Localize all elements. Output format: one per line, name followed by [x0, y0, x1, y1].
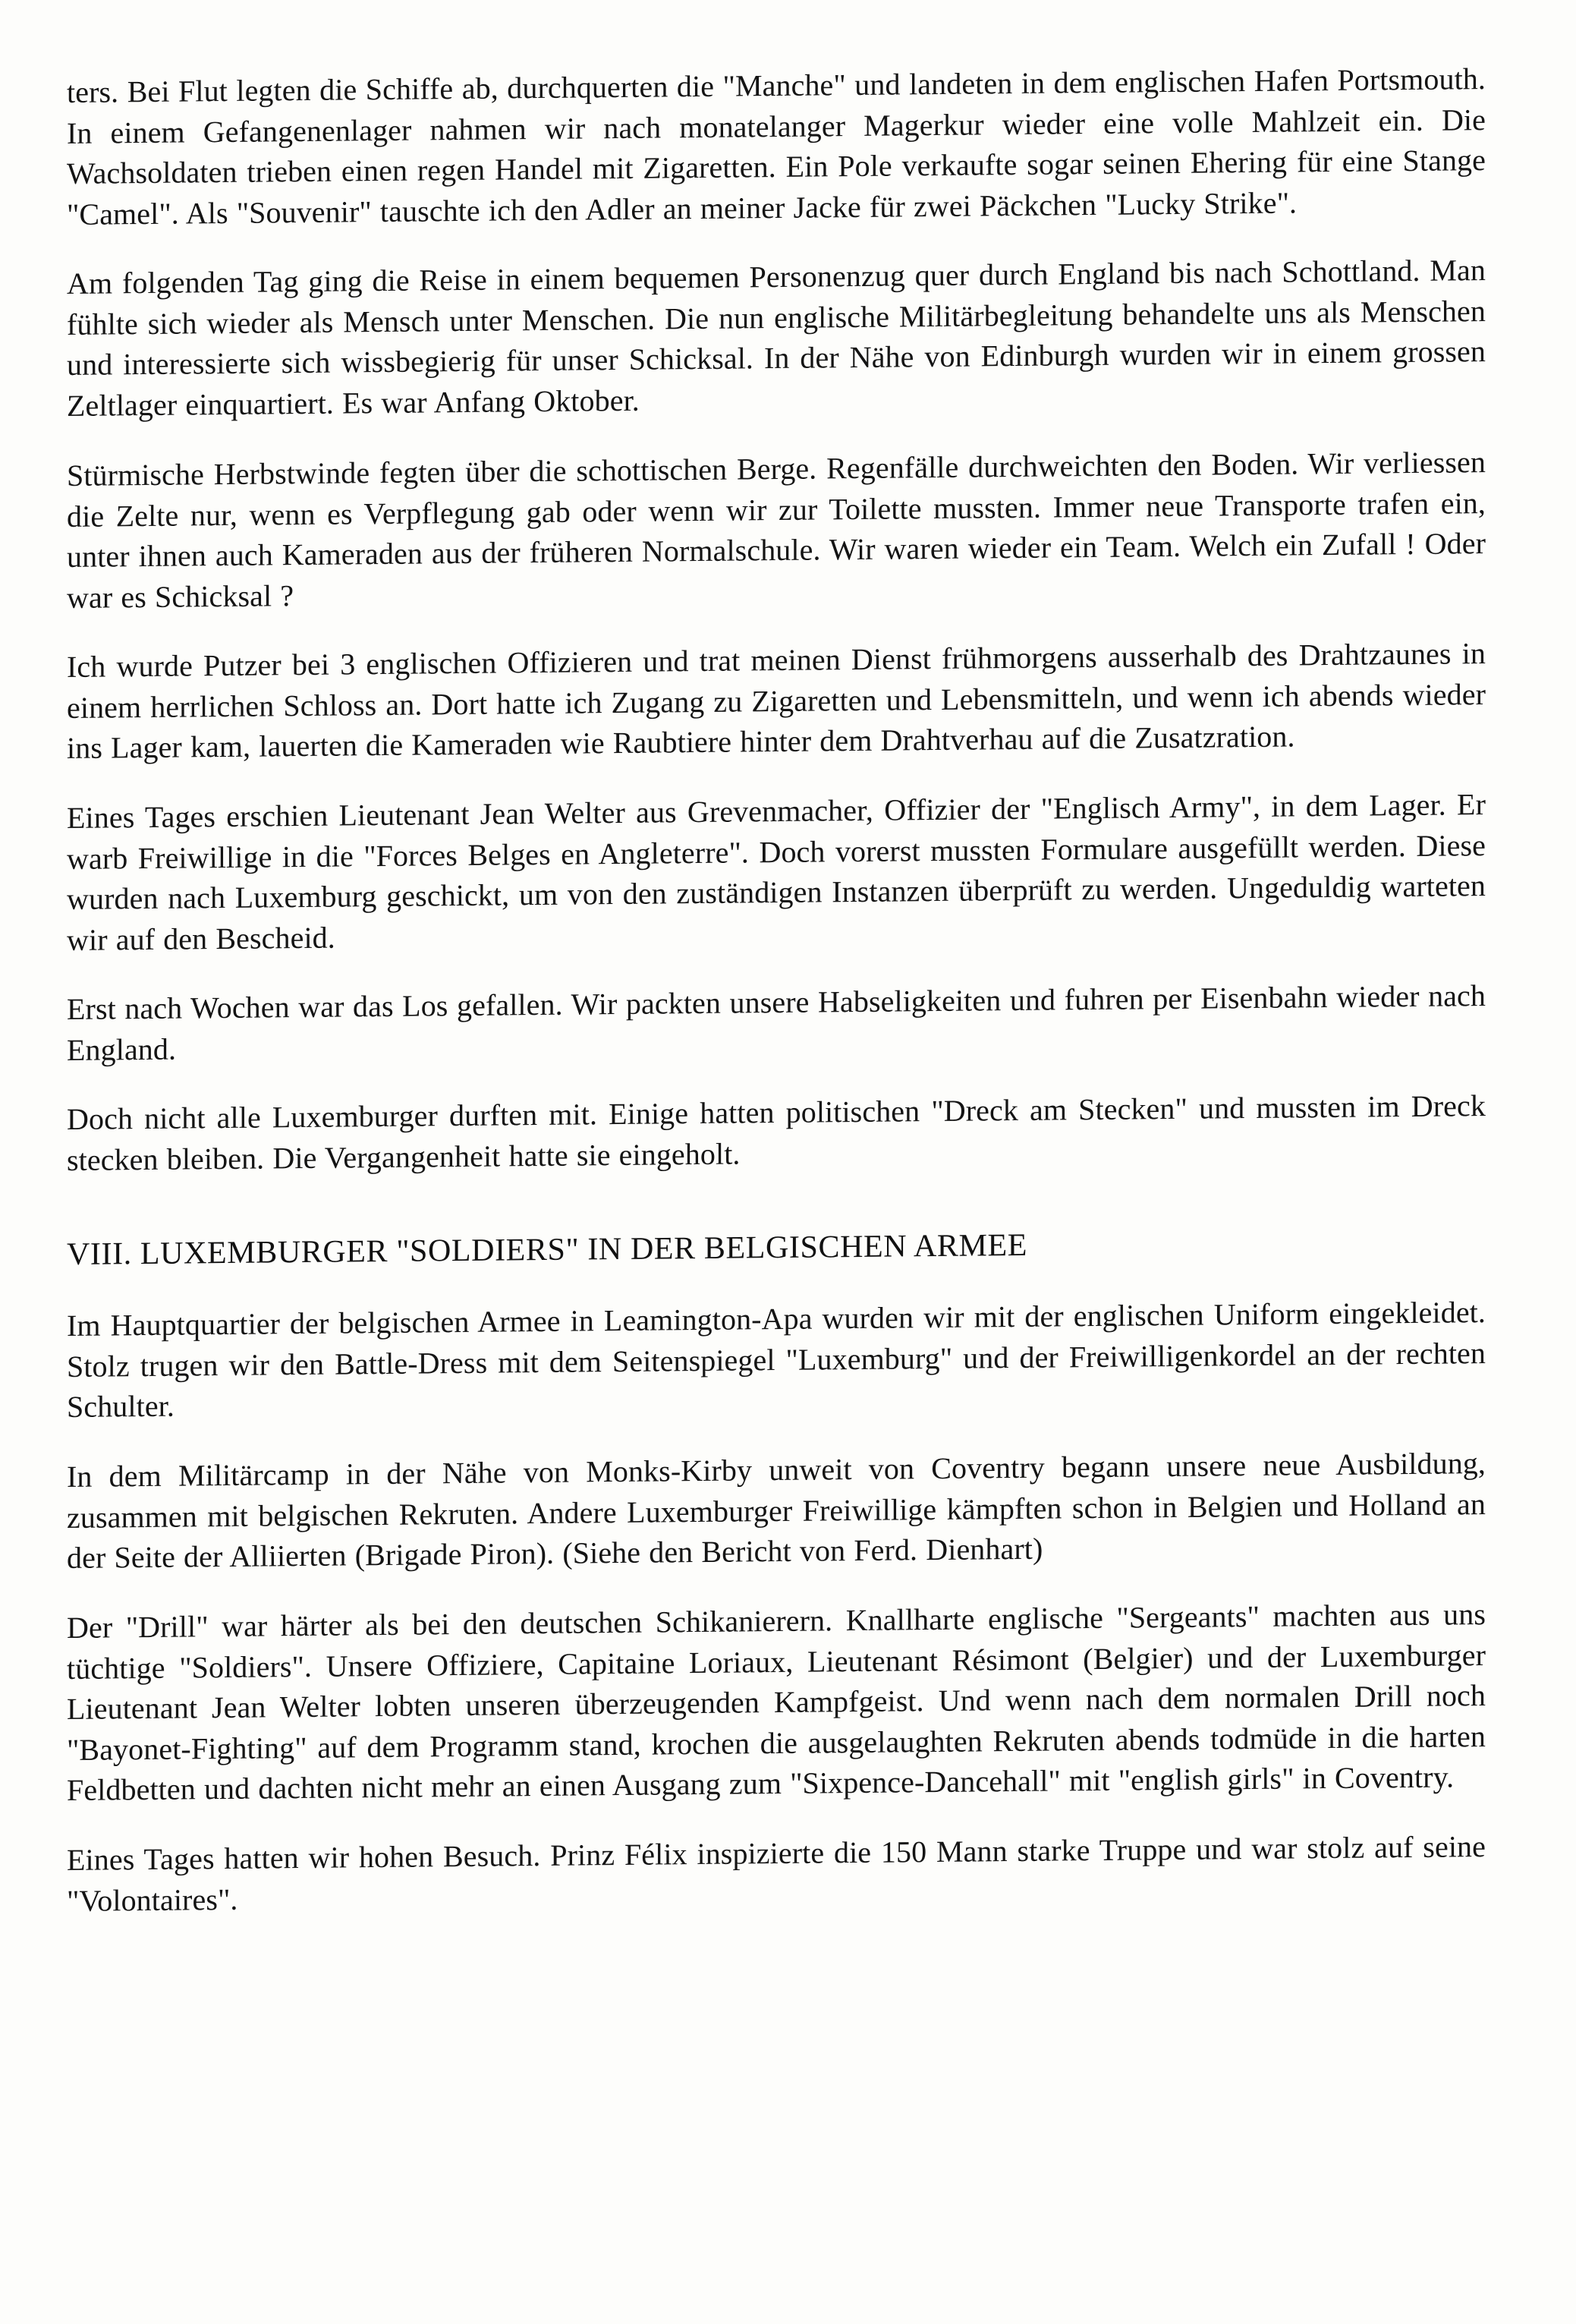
- paragraph: Der "Drill" war härter als bei den deutschen Schikanierern. Knallharte englische "Sergeants" machten aus uns tüchtige "Soldiers". Unsere Offiziere, Capitaine Loriaux, Lieutenant Résimont (Belgier) und der Luxemburger Lieutenant Jean Welter lobten unseren überzeugenden Kampfgeist. Und wenn nach dem normalen Drill noch "Bayonet-Fighting" auf dem Programm stand, krochen die ausgelaughten Rekruten abends todmüde in die harten Feldbetten und dachten nicht mehr an einen Ausgang zum "Sixpence-Dancehall" mit "english girls" in Coventry.: [67, 1596, 1486, 1808]
- section-heading: VIII. LUXEMBURGER "SOLDIERS" IN DER BELGISCHEN ARMEE: [67, 1227, 1027, 1272]
- paragraph: Doch nicht alle Luxemburger durften mit. Einige hatten politischen "Dreck am Stecken" und mussten im Dreck stecken bleiben. Die Vergangenheit hatte sie eingeholt.: [67, 1088, 1486, 1178]
- paragraph: Ich wurde Putzer bei 3 englischen Offizieren und trat meinen Dienst frühmorgens ausserhalb des Drahtzaunes in einem herrlichen Schloss an. Dort hatte ich Zugang zu Zigaretten und Lebensmitteln, und wenn ich abends wieder ins Lager kam, lauerten die Kameraden wie Raubtiere hinter dem Drahtverhau auf die Zusatzration.: [67, 636, 1486, 766]
- paragraph: Im Hauptquartier der belgischen Armee in Leamington-Apa wurden wir mit der englischen Uniform eingekleidet. Stolz trugen wir den Battle-Dress mit dem Seitenspiegel "Luxemburg" und der Freiwilligenkordel an der rechten Schulter.: [67, 1295, 1486, 1425]
- page-text-column: [67, 61, 1486, 1921]
- paragraph: Eines Tages hatten wir hohen Besuch. Prinz Félix inspizierte die 150 Mann starke Truppe und war stolz auf seine "Volontaires".: [67, 1828, 1486, 1918]
- paragraph: In dem Militärcamp in der Nähe von Monks-Kirby unweit von Coventry begann unsere neue Ausbildung, zusammen mit belgischen Rekruten. Andere Luxemburger Freiwillige kämpften schon in Belgien und Holland an der Seite der Alliierten (Brigade Piron). (Siehe den Bericht von Ferd. Dienhart): [67, 1446, 1486, 1576]
- paragraph: Am folgenden Tag ging die Reise in einem bequemen Personenzug quer durch England bis nach Schottland. Man fühlte sich wieder als Mensch unter Menschen. Die nun englische Militärbegleitung behandelte uns als Menschen und interessierte sich wissbegierig für unser Schicksal. In der Nähe von Edinburgh wurden wir in einem grossen Zeltlager einquartiert. Es war Anfang Oktober.: [67, 253, 1486, 424]
- paragraph: Eines Tages erschien Lieutenant Jean Welter aus Grevenmacher, Offizier der "Englisch Army", in dem Lager. Er warb Freiwillige in die "Forces Belges en Angleterre". Doch vorerst mussten Formulare ausgefüllt werden. Diese wurden nach Luxemburg geschickt, um von den zuständigen Instanzen überprüft zu werden. Ungeduldig warteten wir auf den Bescheid.: [67, 786, 1486, 957]
- paragraph: Erst nach Wochen war das Los gefallen. Wir packten unsere Habseligkeiten und fuhren per Eisenbahn wieder nach England.: [67, 978, 1486, 1067]
- paragraph: ters. Bei Flut legten die Schiffe ab, durchquerten die "Manche" und landeten in dem englischen Hafen Portsmouth. In einem Gefangenenlager nahmen wir nach monatelanger Magerkur wieder eine volle Mahlzeit ein. Die Wachsoldaten trieben einen regen Handel mit Zigaretten. Ein Pole verkaufte sogar seinen Ehering für eine Stange "Camel". Als "Souvenir" tauschte ich den Adler an meiner Jacke für zwei Päckchen "Lucky Strike".: [67, 61, 1486, 231]
- paragraph: Stürmische Herbstwinde fegten über die schottischen Berge. Regenfälle durchweichten den Boden. Wir verliessen die Zelte nur, wenn es Verpflegung gab oder wenn wir zur Toilette mussten. Immer neue Transporte trafen ein, unter ihnen auch Kameraden aus der früheren Normalschule. Wir waren wieder ein Team. Welch ein Zufall ! Oder war es Schicksal ?: [67, 444, 1486, 615]
